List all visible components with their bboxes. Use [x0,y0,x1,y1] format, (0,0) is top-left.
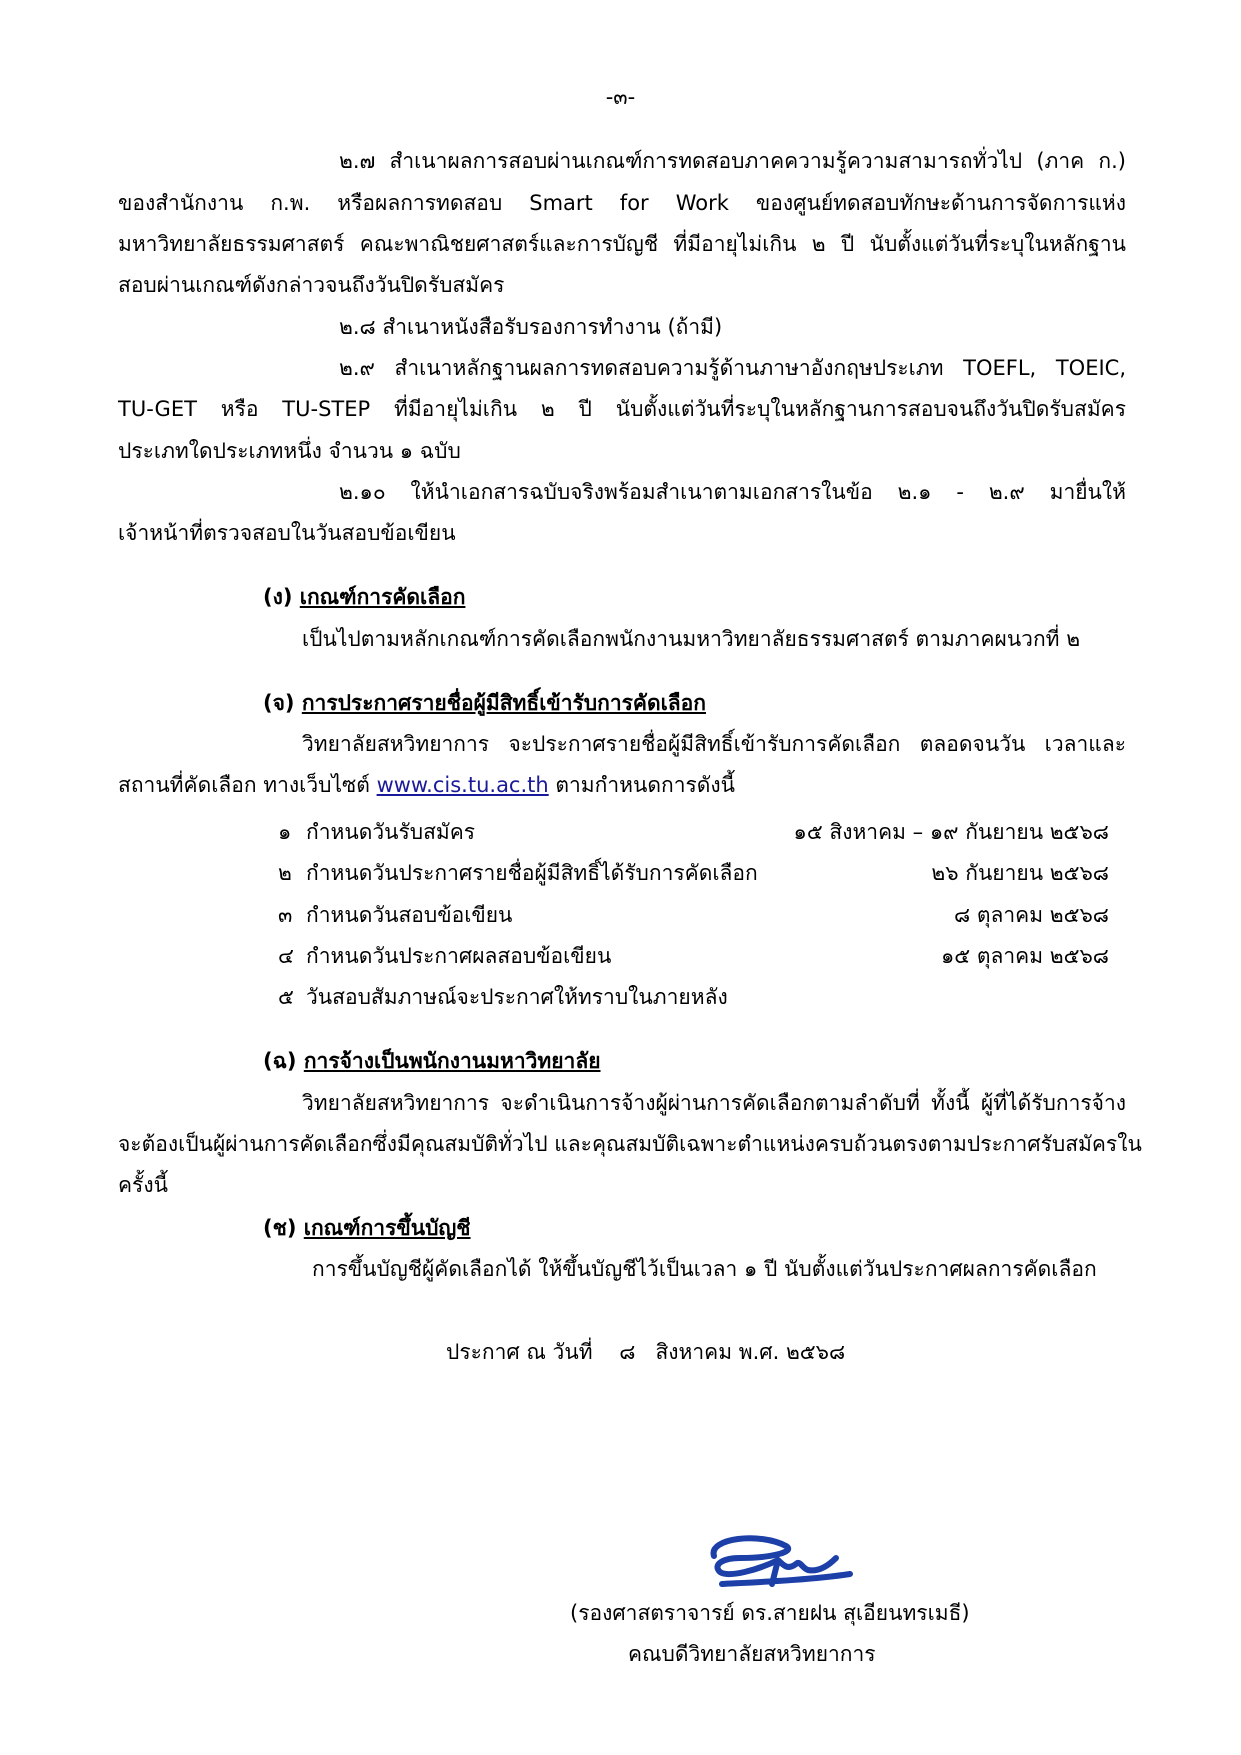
section-g-body: การขึ้นบัญชีผู้คัดเลือกได้ ให้ขึ้นบัญชีไว้เป็นเวลา ๑ ปี นับตั้งแต่วันประกาศผลการคัดเลือก [312,1257,1097,1281]
section-e-title: การประกาศรายชื่อผู้มีสิทธิ์เข้ารับการคัดเลือก [301,691,706,715]
schedule-date: ๑๕ ตุลาคม ๒๕๖๘ [940,944,1109,968]
item-2-10-line-1: ๒.๑๐ ให้นำเอกสารฉบับจริงพร้อมสำเนาตามเอกสารในข้อ ๒.๑ - ๒.๙ มายื่นให้ [339,480,1126,504]
schedule-label: วันสอบสัมภาษณ์จะประกาศให้ทราบในภายหลัง [306,985,728,1009]
section-e-marker: (จ) [263,691,295,715]
item-2-7-line-1: ๒.๗ สำเนาผลการสอบผ่านเกณฑ์การทดสอบภาคความรู้ความสามารถทั่วไป (ภาค ก.) [339,149,1126,173]
section-f-body-line-1: วิทยาลัยสหวิทยาการ จะดำเนินการจ้างผู้ผ่านการคัดเลือกตามลำดับที่ ทั้งนี้ ผู้ที่ได้รับการจ้าง [302,1091,1126,1115]
section-e-body-line-2 [118,770,735,800]
section-d-body: เป็นไปตามหลักเกณฑ์การคัดเลือกพนักงานมหาวิทยาลัยธรรมศาสตร์ ตามภาคผนวกที่ ๒ [302,627,1081,651]
signatory-position: คณบดีวิทยาลัยสหวิทยาการ [628,1642,876,1666]
schedule-label: กำหนดวันรับสมัคร [306,820,476,844]
schedule-num: ๒ [278,861,292,885]
schedule-num: ๓ [278,903,293,927]
item-2-9-line-2: TU-GET หรือ TU-STEP ที่มีอายุไม่เกิน ๒ ปี นับตั้งแต่วันที่ระบุในหลักฐานการสอบจนถึงวันปิดรับสมัคร [118,397,1126,421]
item-2-9-line-3: ประเภทใดประเภทหนึ่ง จำนวน ๑ ฉบับ [118,439,461,463]
page-number: -๓- [605,85,636,109]
announcement-date: ประกาศ ณ วันที่ ๘ สิงหาคม พ.ศ. ๒๕๖๘ [446,1340,846,1364]
section-d-heading [263,582,465,612]
item-2-7-line-2: ของสำนักงาน ก.พ. หรือผลการทดสอบ Smart for Work ของศูนย์ทดสอบทักษะด้านการจัดการแห่ง [118,191,1126,215]
schedule-label: กำหนดวันประกาศผลสอบข้อเขียน [306,944,612,968]
item-2-7-line-3: มหาวิทยาลัยธรรมศาสตร์ คณะพาณิชยศาสตร์และการบัญชี ที่มีอายุไม่เกิน ๒ ปี นับตั้งแต่วันที่ระบุในหลักฐาน [118,232,1126,256]
schedule-num: ๕ [278,985,294,1009]
schedule-date: ๒๖ กันยายน ๒๕๖๘ [931,861,1109,885]
section-e-body-line-1: วิทยาลัยสหวิทยาการ จะประกาศรายชื่อผู้มีสิทธิ์เข้ารับการคัดเลือก ตลอดจนวัน เวลาและ [302,732,1126,756]
schedule-date: ๘ ตุลาคม ๒๕๖๘ [953,903,1109,927]
section-e-heading [263,688,706,718]
section-f-heading [263,1046,601,1076]
schedule-num: ๑ [278,820,292,844]
website-link[interactable]: www.cis.tu.ac.th [376,773,549,797]
item-2-9-line-1: ๒.๙ สำเนาหลักฐานผลการทดสอบความรู้ด้านภาษาอังกฤษประเภท TOEFL, TOEIC, [339,356,1126,380]
section-g-marker: (ช) [263,1216,297,1240]
schedule-num: ๔ [278,944,294,968]
signature-image [700,1528,860,1598]
section-f-body-line-3: ครั้งนี้ [118,1173,168,1197]
section-d-title: เกณฑ์การคัดเลือก [299,585,466,609]
signatory-name: (รองศาสตราจารย์ ดร.สายฝน สุเอียนทรเมธี) [570,1601,970,1625]
section-f-title: การจ้างเป็นพนักงานมหาวิทยาลัย [303,1049,601,1073]
section-g-heading [263,1213,471,1243]
section-f-marker: (ฉ) [263,1049,297,1073]
item-2-7-line-4: สอบผ่านเกณฑ์ดังกล่าวจนถึงวันปิดรับสมัคร [118,273,505,297]
section-e-body-post: ตามกำหนดการดังนี้ [548,773,736,797]
schedule-date: ๑๕ สิงหาคม – ๑๙ กันยายน ๒๕๖๘ [793,820,1109,844]
item-2-8: ๒.๘ สำเนาหนังสือรับรองการทำงาน (ถ้ามี) [339,315,723,339]
section-e-body-pre: สถานที่คัดเลือก ทางเว็บไซต์ [118,773,377,797]
section-d-marker: (ง) [263,585,293,609]
section-f-body-line-2: จะต้องเป็นผู้ผ่านการคัดเลือกซึ่งมีคุณสมบัติทั่วไป และคุณสมบัติเฉพาะตำแหน่งครบถ้วนตรงตามประกาศรับสมัครใน [118,1132,1142,1156]
schedule-label: กำหนดวันประกาศรายชื่อผู้มีสิทธิ์ได้รับการคัดเลือก [306,861,758,885]
schedule-label: กำหนดวันสอบข้อเขียน [306,903,513,927]
item-2-10-line-2: เจ้าหน้าที่ตรวจสอบในวันสอบข้อเขียน [118,521,456,545]
section-g-title: เกณฑ์การขึ้นบัญชี [303,1216,471,1240]
